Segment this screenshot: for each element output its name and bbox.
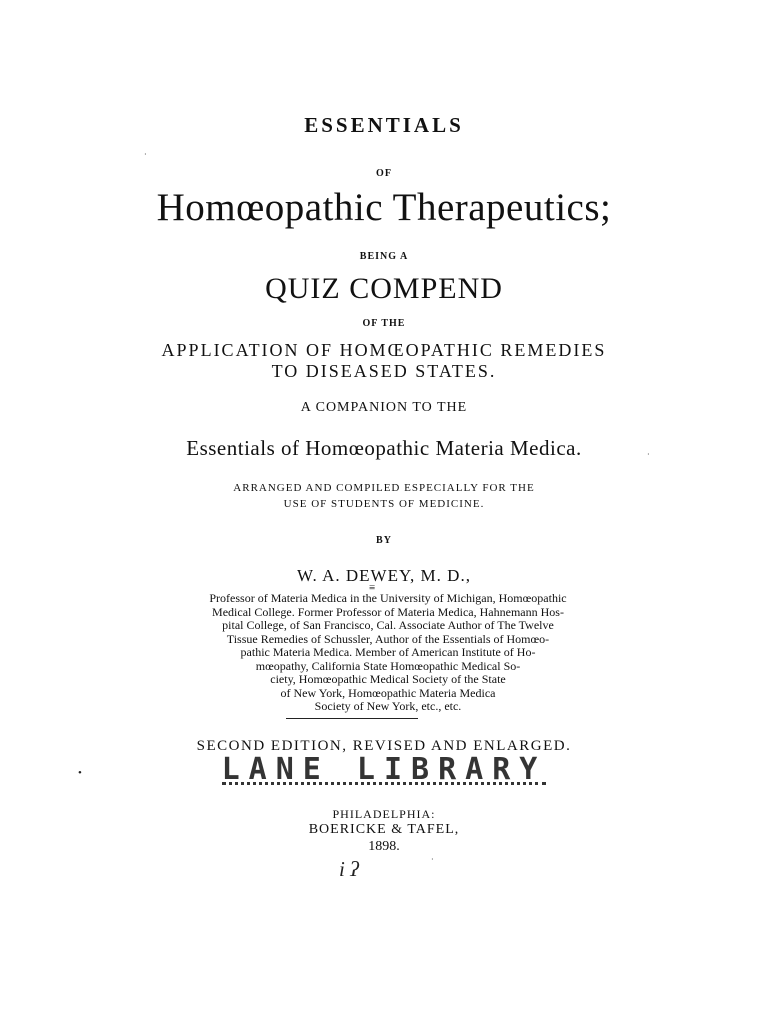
- credentials-line: Medical College. Former Professor of Materia Medica, Hahnemann Hos-: [212, 604, 564, 619]
- companion-title: Essentials of Homœopathic Materia Medica.: [186, 436, 582, 460]
- ink-mark: ≡: [369, 582, 374, 594]
- arranged-line-2: USE OF STUDENTS OF MEDICINE.: [283, 498, 485, 510]
- margin-dot: ·: [647, 450, 650, 459]
- author-name: W. A. DEWEY, M. D.,: [297, 566, 471, 585]
- application-line-2: TO DISEASED STATES.: [271, 361, 497, 381]
- by-text: BY: [376, 535, 392, 546]
- margin-dot: ·: [431, 855, 434, 864]
- handwritten-mark: i ʔ: [339, 857, 359, 881]
- credentials-line: of New York, Homœopathic Materia Medica: [280, 685, 496, 700]
- margin-dot: ·: [144, 150, 147, 159]
- author-credentials: [90, 592, 686, 714]
- series-heading: ESSENTIALS: [304, 113, 464, 137]
- credentials-line: Professor of Materia Medica in the University of Michigan, Homœopathic: [209, 591, 567, 605]
- credentials-line: ciety, Homœopathic Medical Society of the State: [270, 672, 506, 686]
- quiz-compend-title: QUIZ COMPEND: [265, 272, 503, 305]
- credentials-line: pathic Materia Medica. Member of American Institute of Ho-: [240, 645, 536, 659]
- divider-rule: [286, 718, 418, 719]
- arranged-line-1: ARRANGED AND COMPILED ESPECIALLY FOR THE: [233, 482, 535, 494]
- credentials-line: Society of New York, etc., etc.: [314, 699, 462, 713]
- publisher-name: BOERICKE & TAFEL,: [308, 822, 460, 837]
- margin-bullet: •: [78, 767, 82, 779]
- publication-year: 1898.: [368, 839, 400, 854]
- being-a-text: BEING A: [359, 251, 409, 262]
- publisher-city: PHILADELPHIA:: [332, 807, 436, 821]
- library-stamp-text: LANE LIBRARY: [221, 752, 547, 787]
- of-the-text: OF THE: [362, 318, 406, 329]
- edition-text: SECOND EDITION, REVISED AND ENLARGED.: [196, 738, 572, 754]
- credentials-line: pital College, of San Francisco, Cal. Associate Author of The Twelve: [222, 618, 554, 632]
- application-line-1: APPLICATION OF HOMŒOPATHIC REMEDIES: [161, 340, 607, 360]
- credentials-line: mœopathy, California State Homœopathic Medical So-: [255, 658, 521, 673]
- credentials-line: Tissue Remedies of Schussler, Author of the Essentials of Homœo-: [226, 631, 550, 646]
- library-stamp: [0, 752, 768, 787]
- companion-text: A COMPANION TO THE: [300, 400, 468, 415]
- main-title: Homœopathic Therapeutics;: [156, 186, 612, 229]
- of-word: OF: [376, 168, 392, 179]
